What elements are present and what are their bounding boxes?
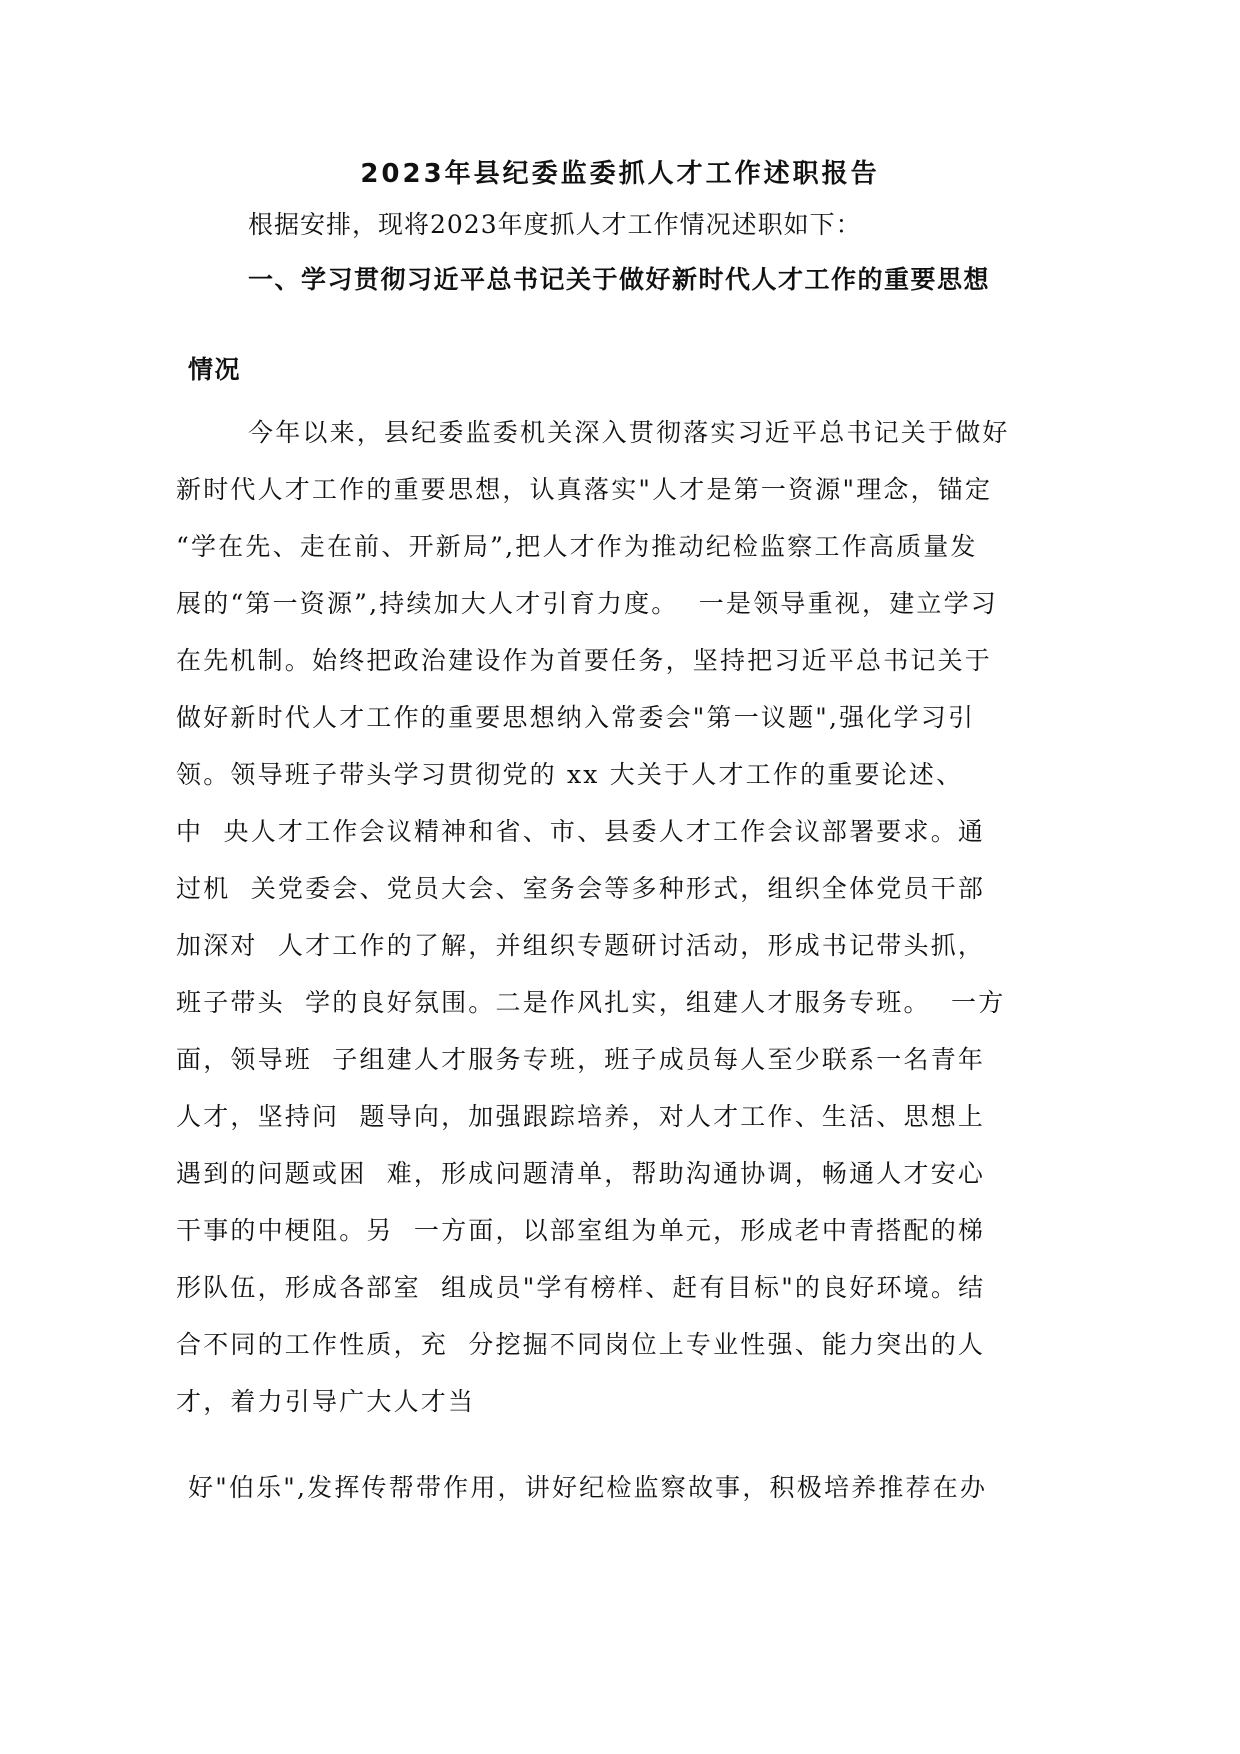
body-line: 合不同的工作性质，充 分挖掘不同岗位上专业性强、能力突出的人 bbox=[176, 1330, 986, 1359]
body-line: 展的“第一资源”,持续加大人才引育力度。 一是领导重视，建立学习 bbox=[176, 589, 999, 618]
body-line: 人才，坚持问 题导向，加强跟踪培养，对人才工作、生活、思想上 bbox=[176, 1102, 986, 1131]
section-heading-continuation: 情况 bbox=[188, 355, 242, 384]
document-title: 2023年县纪委监委抓人才工作述职报告 bbox=[360, 159, 880, 189]
body-line: “学在先、走在前、开新局”,把人才作为推动纪检监察工作高质量发 bbox=[176, 532, 978, 561]
body-line: 遇到的问题或困 难，形成问题清单，帮助沟通协调，畅通人才安心 bbox=[176, 1159, 986, 1188]
body-line: 新时代人才工作的重要思想，认真落实"人才是第一资源"理念，锚定 bbox=[176, 475, 993, 504]
intro-paragraph: 根据安排，现将2023年度抓人才工作情况述职如下： bbox=[248, 210, 862, 239]
body-line: 在先机制。始终把政治建设作为首要任务，坚持把习近平总书记关于 bbox=[176, 646, 993, 675]
body-line: 加深对 人才工作的了解，并组织专题研讨活动，形成书记带头抓， bbox=[176, 931, 986, 960]
body-line: 干事的中梗阻。另 一方面，以部室组为单元，形成老中青搭配的梯 bbox=[176, 1216, 986, 1245]
body-line: 中 央人才工作会议精神和省、市、县委人才工作会议部署要求。通 bbox=[176, 817, 986, 846]
body-paragraph bbox=[176, 415, 1076, 1441]
body-line: 形队伍，形成各部室 组成员"学有榜样、赶有目标"的良好环境。结 bbox=[176, 1273, 986, 1302]
body-line: 面，领导班 子组建人才服务专班，班子成员每人至少联系一名青年 bbox=[176, 1045, 986, 1074]
body-line: 领。领导班子带头学习贯彻党的 xx 大关于人才工作的重要论述、 bbox=[176, 760, 964, 789]
section-heading: 一、学习贯彻习近平总书记关于做好新时代人才工作的重要思想 bbox=[248, 265, 991, 294]
body-line: 做好新时代人才工作的重要思想纳入常委会"第一议题",强化学习引 bbox=[176, 703, 976, 732]
continuation-line: 好"伯乐",发挥传帮带作用，讲好纪检监察故事，积极培养推荐在办 bbox=[188, 1473, 988, 1502]
body-line: 今年以来，县纪委监委机关深入贯彻落实习近平总书记关于做好 bbox=[248, 418, 1010, 447]
body-line: 班子带头 学的良好氛围。二是作风扎实，组建人才服务专班。 一方 bbox=[176, 988, 1006, 1017]
body-line: 才，着力引导广大人才当 bbox=[176, 1387, 476, 1416]
body-line: 过机 关党委会、党员大会、室务会等多种形式，组织全体党员干部 bbox=[176, 874, 986, 903]
